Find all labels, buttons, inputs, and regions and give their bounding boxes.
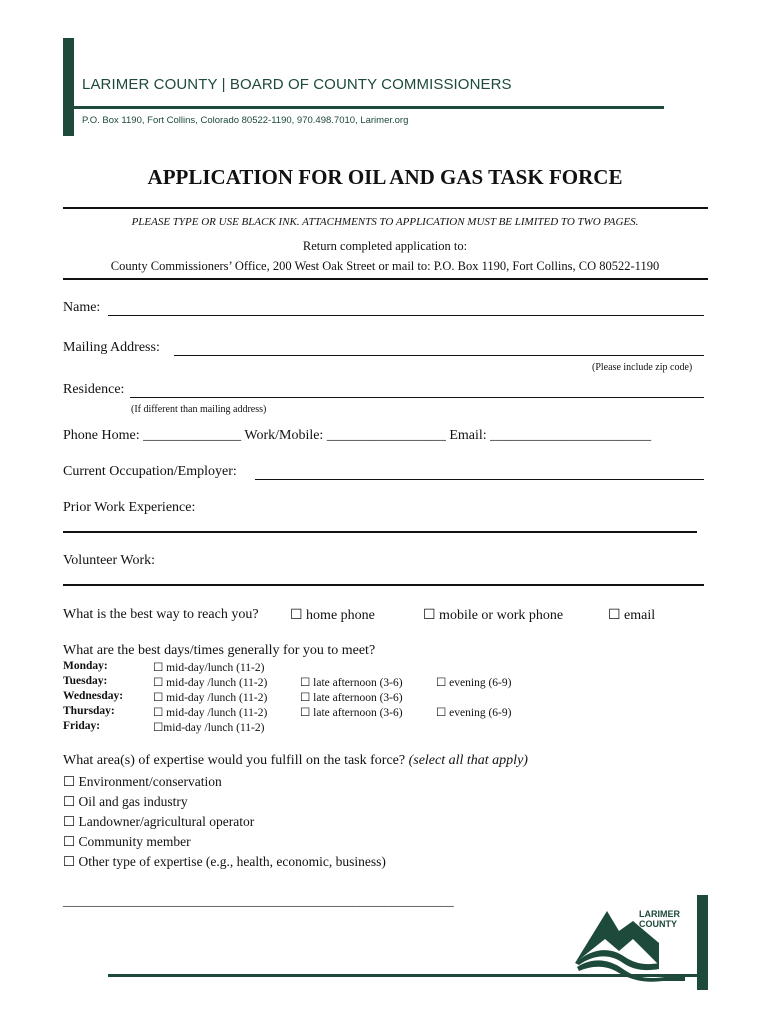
day-monday: Monday: (63, 660, 108, 672)
friday-midday-checkbox[interactable]: ☐mid-day /lunch (11-2) (153, 722, 265, 734)
expertise-other-field[interactable]: ______________________________________________________________ (63, 893, 454, 908)
tuesday-evening-checkbox[interactable]: ☐ evening (6-9) (436, 677, 512, 689)
expertise-other-checkbox[interactable]: ☐ Other type of expertise (e.g., health, economic, business) (63, 854, 386, 869)
residence-label: Residence: (63, 382, 125, 397)
occupation-field[interactable] (255, 479, 704, 480)
phone-email-line[interactable]: Phone Home: ______________ Work/Mobile: _________________ Email: _______________________ (63, 428, 652, 443)
volunteer-field[interactable] (63, 584, 704, 586)
home-phone-checkbox[interactable]: ☐ home phone (290, 608, 375, 623)
day-wednesday: Wednesday: (63, 690, 124, 702)
return-address: County Commissioners’ Office, 200 West Oak Street or mail to: P.O. Box 1190, Fort Collins, CO 80522-1190 (110, 259, 660, 273)
residence-note: (If different than mailing address) (131, 404, 267, 415)
return-instructions: Return completed application to: (302, 239, 468, 253)
form-title: APPLICATION FOR OIL AND GAS TASK FORCE (147, 165, 623, 189)
mailing-address-label: Mailing Address: (63, 340, 160, 355)
expertise-question (63, 753, 528, 769)
title-rule (63, 207, 708, 209)
wednesday-afternoon-checkbox[interactable]: ☐ late afternoon (3-6) (300, 692, 403, 704)
expertise-landowner-checkbox[interactable]: ☐ Landowner/agricultural operator (63, 814, 255, 829)
wednesday-midday-checkbox[interactable]: ☐ mid-day /lunch (11-2) (153, 692, 268, 704)
thursday-midday-checkbox[interactable]: ☐ mid-day /lunch (11-2) (153, 707, 268, 719)
expertise-community-checkbox[interactable]: ☐ Community member (63, 834, 191, 849)
contact-question: What is the best way to reach you? (63, 607, 259, 622)
schedule-question: What are the best days/times generally for you to meet? (63, 643, 376, 658)
logo-text-county: COUNTY (639, 919, 677, 929)
day-friday: Friday: (63, 720, 101, 732)
day-tuesday: Tuesday: (63, 675, 108, 687)
tuesday-midday-checkbox[interactable]: ☐ mid-day /lunch (11-2) (153, 677, 268, 689)
monday-midday-checkbox[interactable]: ☐ mid-day/lunch (11-2) (153, 662, 265, 674)
mailing-address-field[interactable] (174, 355, 704, 356)
thursday-evening-checkbox[interactable]: ☐ evening (6-9) (436, 707, 512, 719)
mobile-phone-checkbox[interactable]: ☐ mobile or work phone (423, 608, 564, 623)
organization-address: P.O. Box 1190, Fort Collins, Colorado 80522-1190, 970.498.7010, Larimer.org (82, 115, 409, 126)
expertise-question-note: (select all that apply) (408, 753, 528, 768)
footer-rule (108, 974, 700, 977)
form-instructions: PLEASE TYPE OR USE BLACK INK. ATTACHMENTS TO APPLICATION MUST BE LIMITED TO TWO PAGES. (131, 216, 639, 228)
volunteer-label: Volunteer Work: (63, 553, 156, 568)
tuesday-afternoon-checkbox[interactable]: ☐ late afternoon (3-6) (300, 677, 403, 689)
section-rule (63, 278, 708, 280)
name-field[interactable] (108, 315, 704, 316)
expertise-question-text: What area(s) of expertise would you fulfill on the task force? (63, 753, 409, 768)
header-rule (74, 106, 664, 109)
prior-work-field[interactable] (63, 531, 697, 533)
name-label: Name: (63, 300, 101, 315)
logo-text-larimer: LARIMER (639, 909, 680, 919)
prior-work-label: Prior Work Experience: (63, 500, 196, 515)
organization-title: LARIMER COUNTY | BOARD OF COUNTY COMMISSIONERS (82, 76, 512, 93)
occupation-label: Current Occupation/Employer: (63, 464, 237, 479)
expertise-oil-gas-checkbox[interactable]: ☐ Oil and gas industry (63, 794, 188, 809)
thursday-afternoon-checkbox[interactable]: ☐ late afternoon (3-6) (300, 707, 403, 719)
day-thursday: Thursday: (63, 705, 115, 717)
expertise-environment-checkbox[interactable]: ☐ Environment/conservation (63, 774, 222, 789)
zip-note: (Please include zip code) (592, 362, 693, 373)
email-checkbox[interactable]: ☐ email (608, 608, 656, 623)
header-accent-bar (63, 38, 74, 136)
residence-field[interactable] (130, 397, 704, 398)
